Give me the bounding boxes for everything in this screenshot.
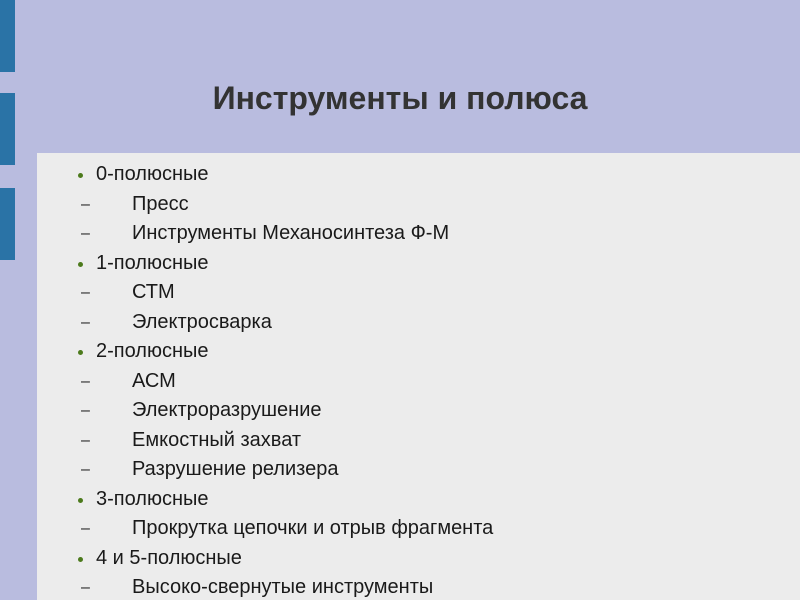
bullet-item [37,544,800,574]
sub-bullet-item [37,573,800,600]
dash-icon: – [81,579,90,596]
slide-title: Инструменты и полюса [212,80,588,116]
bullet-text: 1-полюсные [96,251,209,274]
dash-icon: – [81,284,90,301]
bullet-item [37,160,800,190]
side-accent-bar [0,188,15,260]
bullet-dot-icon [78,350,83,355]
dash-icon: – [81,520,90,537]
sub-bullet-item [37,514,800,544]
dash-icon: – [81,431,90,449]
sub-bullet-text: СТМ [132,281,175,303]
dash-icon: – [81,402,90,419]
bullet-dot-icon [78,262,83,267]
bullet-dot-icon [78,498,83,503]
bullet-dot-icon [78,173,83,178]
bullet-text: 2-полюсные [96,340,209,362]
sub-bullet-item [37,278,800,308]
bullet-outline [37,160,800,600]
sub-bullet-text: Разрушение релизера [132,458,339,480]
sub-bullet-text: Емкостный захват [132,428,302,451]
side-accent-bar [0,0,15,72]
sub-bullet-item [37,455,800,485]
sub-bullet-text: АСМ [132,369,176,392]
sub-bullet-item [37,308,800,338]
sub-bullet-item [37,426,800,456]
sub-bullet-text: Электроразрушение [132,399,322,421]
bullet-item [37,485,800,515]
sub-bullet-text: Пресс [132,192,189,215]
sub-bullet-text: Электросварка [132,310,272,333]
bullet-item [37,249,800,279]
sub-bullet-text: Прокрутка цепочки и отрыв фрагмента [132,517,494,539]
sub-bullet-text: Инструменты Механосинтеза Ф-М [132,222,450,244]
dash-icon: – [81,225,90,242]
sub-bullet-text: Высоко-свернутые инструменты [132,576,434,598]
bullet-text: 0-полюсные [96,163,209,185]
dash-icon: – [81,195,90,213]
sub-bullet-item [37,396,800,426]
sub-bullet-item [37,190,800,220]
bullet-item [37,337,800,367]
bullet-dot-icon [78,557,83,562]
dash-icon: – [81,461,90,478]
bullet-text: 4 и 5-полюсные [96,546,242,569]
dash-icon: – [81,313,90,331]
dash-icon: – [81,372,90,390]
sub-bullet-item [37,219,800,249]
sub-bullet-item [37,367,800,397]
bullet-text: 3-полюсные [96,487,209,510]
